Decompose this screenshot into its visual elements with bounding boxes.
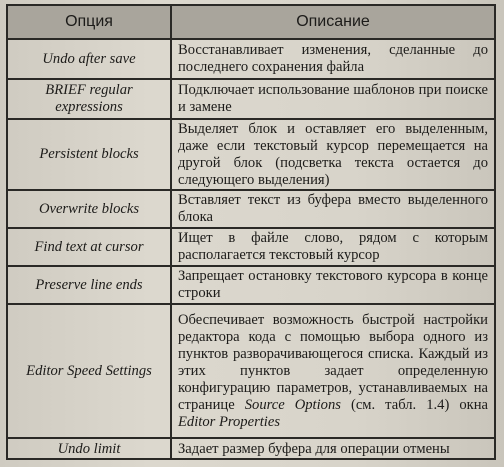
table-row: [7, 266, 495, 304]
description-cell: Запрещает остановку текстового курсора в конце строки: [171, 266, 495, 304]
description-cell: Выделяет блок и оставляет его выделенным, даже если текстовый курсор перемещается на другой блок (подсветка текста остается до следующего выделения): [171, 119, 495, 190]
source-options-reference: Source Options: [244, 396, 341, 413]
option-cell: Find text at cursor: [7, 228, 171, 266]
description-text: (см. табл. 1.4) окна: [340, 396, 488, 413]
table-row: [7, 190, 495, 228]
option-cell: Editor Speed Settings: [7, 304, 171, 438]
option-cell: Preserve line ends: [7, 266, 171, 304]
description-cell: Ищет в файле слово, рядом с которым располагается текстовый курсор: [171, 228, 495, 266]
description-cell: Восстанавливает изменения, сделанные до последнего сохранения файла: [171, 39, 495, 79]
table-row: [7, 438, 495, 459]
editor-properties-reference: Editor Properties: [178, 413, 281, 430]
table-row: [7, 304, 495, 438]
option-cell: BRIEF regular expressions: [7, 79, 171, 119]
description-cell: Вставляет текст из буфера вместо выделенного блока: [171, 190, 495, 228]
table-row: [7, 39, 495, 79]
description-cell: Задает размер буфера для операции отмены: [171, 438, 495, 459]
description-text: Обеспечивает возможность быстрой настройки редактора кода с помощью выбора одного из пунктов разворачивающегося списка. Каждый из этих пунктов задает определенную конфигурацию параметров, устанавливаемых на странице: [178, 311, 488, 413]
option-cell: Overwrite blocks: [7, 190, 171, 228]
table-row: [7, 119, 495, 190]
table-row: [7, 228, 495, 266]
option-cell: Persistent blocks: [7, 119, 171, 190]
options-table: [6, 4, 496, 460]
option-column-header: Опция: [7, 5, 171, 39]
option-cell: Undo after save: [7, 39, 171, 79]
table-header-row: [7, 5, 495, 39]
option-cell: Undo limit: [7, 438, 171, 459]
description-cell: [171, 304, 495, 438]
description-cell: Подключает использование шаблонов при поиске и замене: [171, 79, 495, 119]
description-column-header: Описание: [171, 5, 495, 39]
table-row: [7, 79, 495, 119]
